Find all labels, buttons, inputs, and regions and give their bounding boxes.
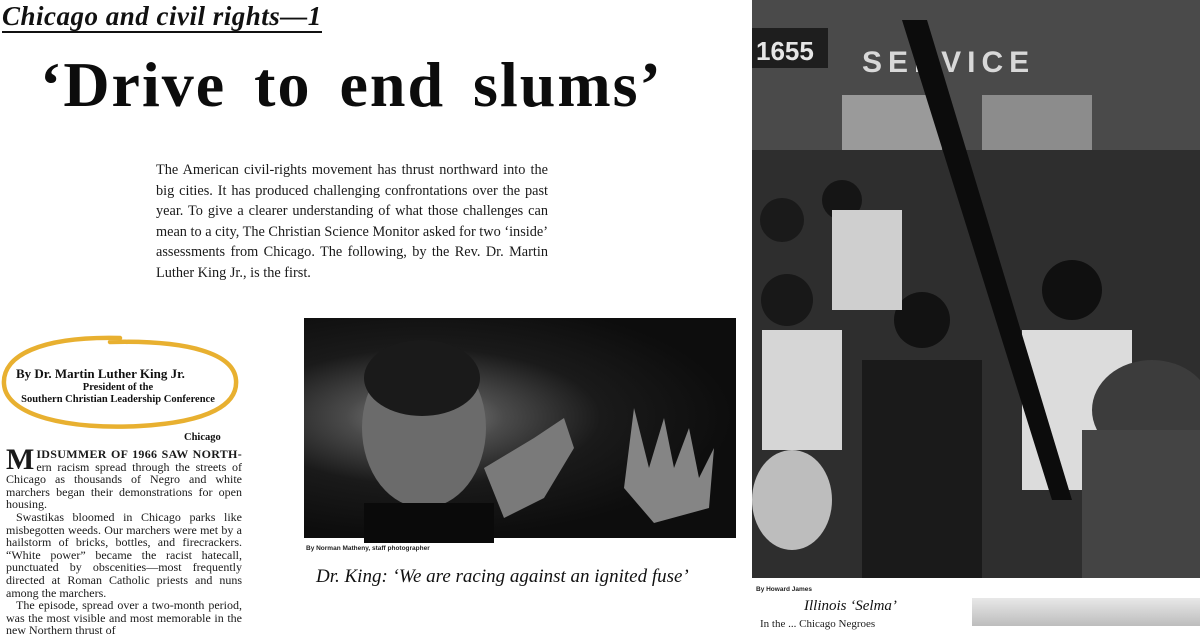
secondary-photo xyxy=(972,598,1200,626)
lead-caps: IDSUMMER OF 1966 SAW NORTH- xyxy=(36,447,242,461)
section-kicker: Chicago and civil rights—1 xyxy=(2,1,322,31)
photo2-credit: By Howard James xyxy=(756,586,812,593)
photo2-caption: Illinois ‘Selma’ xyxy=(804,598,897,614)
photo2-caption-body: In the ... Chicago Negroes xyxy=(760,618,876,630)
march-photo xyxy=(752,0,1200,578)
body-paragraph-3: The episode, spread over a two-month period, was the most visible and most memorable in the new Northern thrust of xyxy=(6,598,242,637)
headline: ‘Drive to end slums’ xyxy=(40,49,663,120)
sign-number: 1655 xyxy=(756,36,814,66)
dateline: Chicago xyxy=(184,432,221,443)
article-body xyxy=(6,443,242,637)
intro-paragraph: The American civil-rights movement has thrust northward into the big cities. It has produced challenging confrontations over the past year. To give a clearer understanding of what those challenges can mean to a city, The Christian Science Monitor asked for two ‘inside’ assessments from Chicago. The following, by the Rev. Dr. Martin Luther King Jr., is the first. xyxy=(156,162,548,281)
lead-paragraph xyxy=(6,443,242,512)
king-portrait-photo xyxy=(304,318,736,538)
byline-title-line1: President of the xyxy=(82,382,154,393)
photo1-caption: Dr. King: ‘We are racing against an ignited fuse’ xyxy=(316,566,689,587)
lead-text: ern racism spread through the streets of Chicago as thousands of Negro and white marchers began their demonstrations for open housing. xyxy=(6,459,242,512)
byline-title-line2: Southern Christian Leadership Conference xyxy=(21,394,215,405)
drop-cap: M xyxy=(6,443,35,476)
photo1-credit: By Norman Matheny, staff photographer xyxy=(306,545,430,552)
sign-service: SERVICE xyxy=(862,46,1036,79)
byline xyxy=(6,366,230,406)
body-paragraph-2: Swastikas bloomed in Chicago parks like misbegotten weeds. Our marchers were met by a hailstorm of bricks, bottles, and firecrackers. “White power” became the racist hatecall, punctuated by obscenities—most frequently directed at Roman Catholic priests and nuns among the marchers. xyxy=(6,509,242,600)
byline-name: By Dr. Martin Luther King Jr. xyxy=(16,366,185,381)
